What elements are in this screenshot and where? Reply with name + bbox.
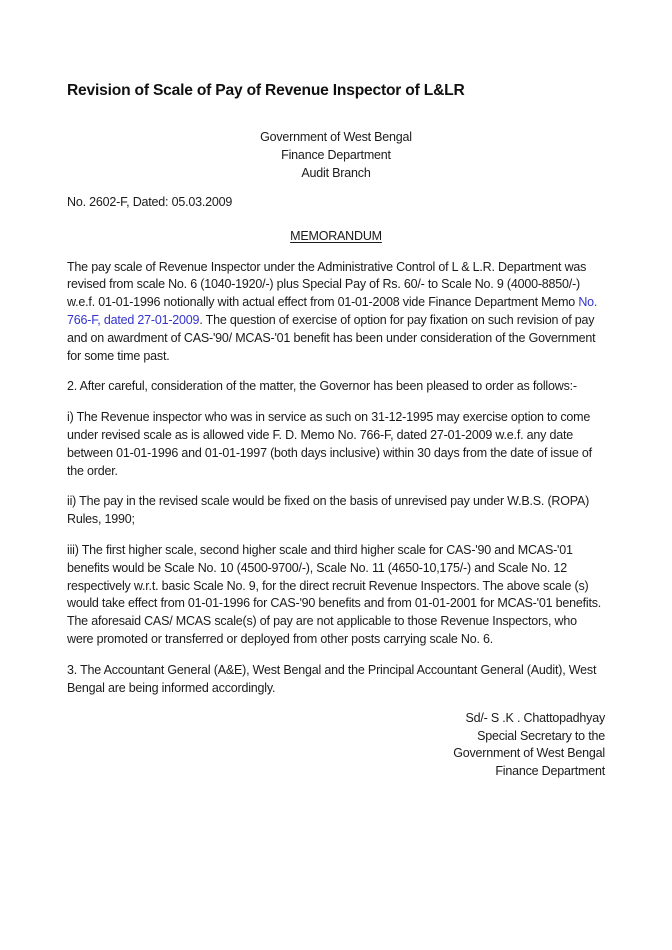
signature-block: [67, 710, 605, 780]
paragraph-3-accountant-general: 3. The Accountant General (A&E), West Bengal and the Principal Accountant General (Audit), West Bengal are being informed accordingly.: [67, 662, 597, 695]
clause-iii-higher-scales: iii) The first higher scale, second higher scale and third higher scale for CAS-'90 and MCAS-'01 benefits would be Scale No. 10 (4500-9700/-), Scale No. 11 (4650-10,175/-) and Scale No. 12 respectively w.r.t. basic Scale No. 9, for the direct recruit Revenue Inspectors. The above scale (s) would take effect from 01-01-1996 for CAS-'90 benefits and from 01-01-2001 for MCAS-'01 benefits. The aforesaid CAS/ MCAS scale(s) of pay are not applicable to those Revenue Inspectors, who were promoted or transferred or deployed from other posts carrying scale No. 6.: [67, 542, 602, 646]
signature-designation-line-1: Special Secretary to the: [477, 728, 605, 743]
memorandum-heading-wrap: [67, 228, 605, 246]
letterhead: [67, 128, 605, 182]
paragraph-1-text-after-link: . The question of exercise of option for pay fixation on such revision of pay and on awardment of CAS-'90/ MCAS-'01 benefit has been under consideration of the Government for some time past.: [67, 312, 596, 363]
memo-number-date-line: No. 2602-F, Dated: 05.03.2009: [67, 195, 233, 209]
paragraph-1: [67, 259, 605, 366]
document-title: Revision of Scale of Pay of Revenue Inspector of L&LR: [67, 82, 465, 99]
letterhead-department-line: Finance Department: [281, 148, 391, 162]
signature-name: Sd/- S .K . Chattopadhyay: [465, 711, 605, 726]
clause-ii-pay-fixation: ii) The pay in the revised scale would be fixed on the basis of unrevised pay under W.B.S. (ROPA) Rules, 1990;: [67, 494, 590, 527]
paragraph-1-text-before-link: The pay scale of Revenue Inspector under the Administrative Control of L & L.R. Department was revised from scale No. 6 (1040-1920/-) plus Special Pay of Rs. 60/- to Scale No. 9 (4000-8850/-) w.e.f. 01-01-1996 notionally with actual effect from 01-01-2008 vide Finance Department Memo: [67, 259, 587, 310]
clause-i-option-exercise: i) The Revenue inspector who was in service as such on 31-12-1995 may exercise option to come under revised scale as is allowed vide F. D. Memo No. 766-F, dated 27-01-2009 w.e.f. any date between 01-01-1996 and 01-01-1997 (both days inclusive) within 30 days from the date of issue of the order.: [67, 410, 592, 478]
letterhead-government-line: Government of West Bengal: [260, 130, 412, 144]
letterhead-branch-line: Audit Branch: [301, 166, 371, 180]
memo-766-f-reference-link[interactable]: No. 766-F, dated 27-01-2009: [67, 295, 598, 327]
signature-designation-line-2: Government of West Bengal: [453, 746, 605, 761]
memorandum-heading: MEMORANDUM: [290, 228, 382, 243]
signature-designation-line-3: Finance Department: [495, 763, 605, 778]
paragraph-2-order-intro: 2. After careful, consideration of the matter, the Governor has been pleased to order as follows:-: [67, 379, 577, 394]
